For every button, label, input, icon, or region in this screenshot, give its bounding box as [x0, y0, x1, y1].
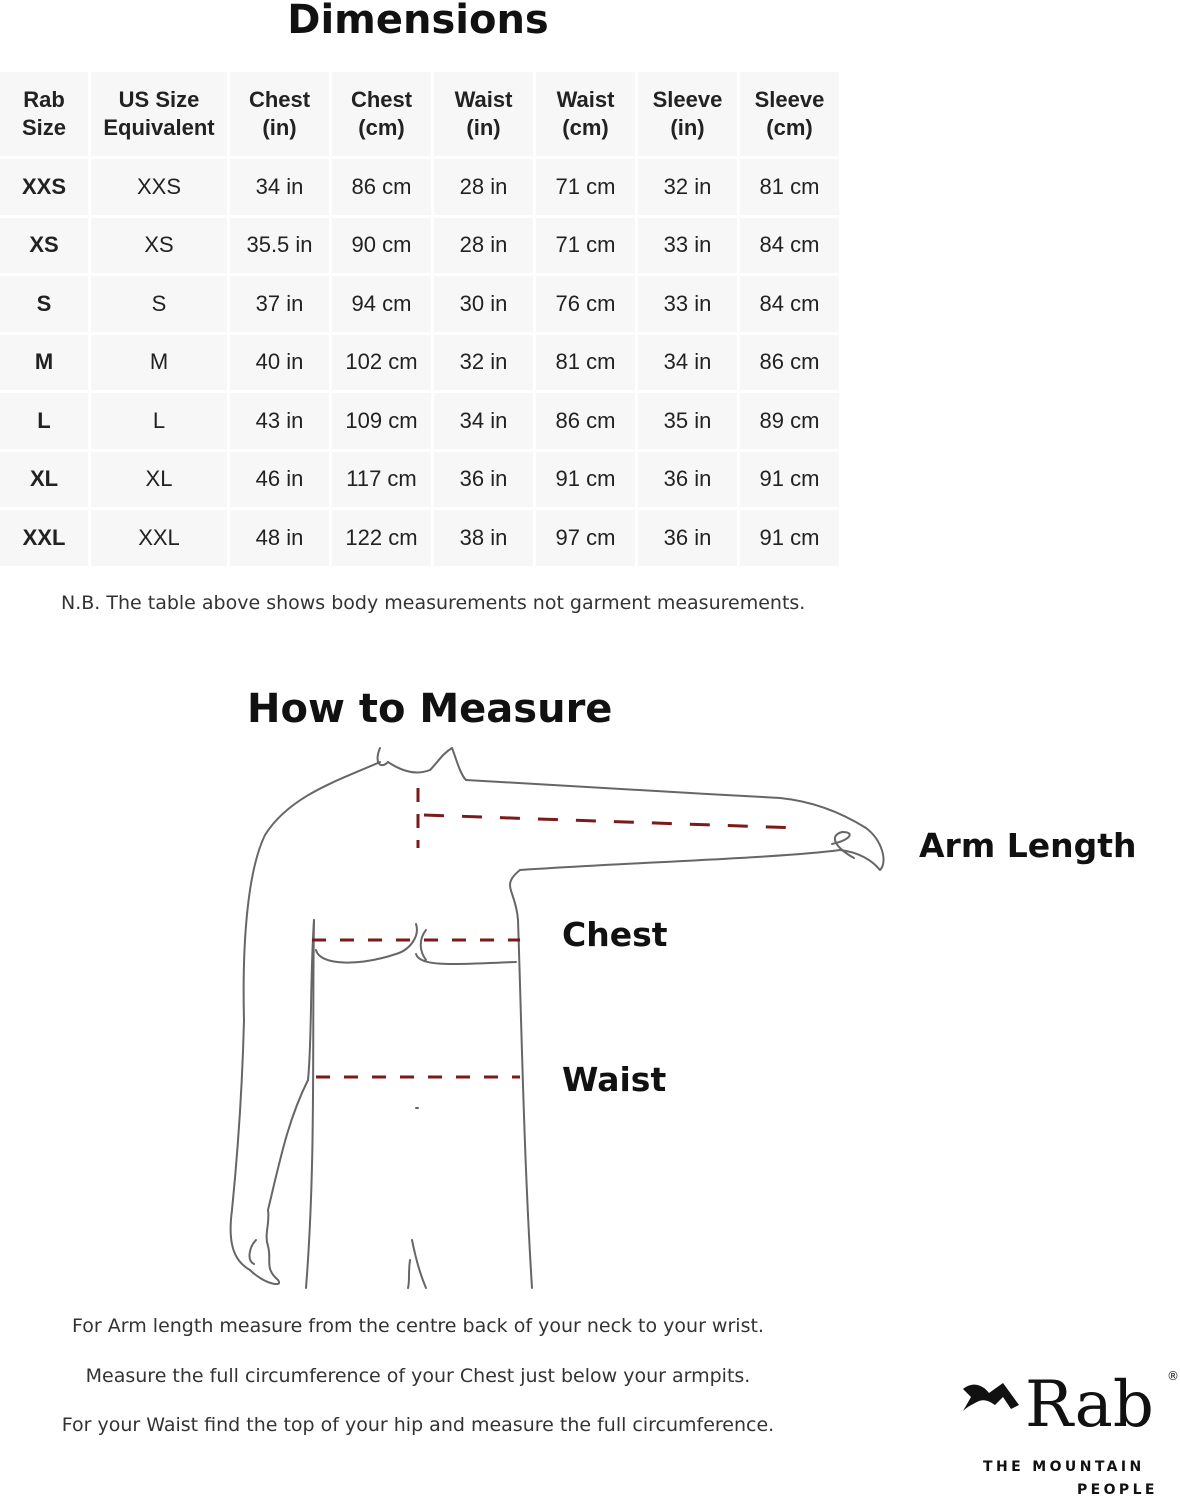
cell: L [91, 393, 227, 449]
rab-logo-word: Rab [1025, 1368, 1154, 1442]
table-row [0, 159, 839, 215]
cell: 97 cm [536, 510, 635, 566]
rab-logo [955, 1365, 1180, 1500]
cell: 32 in [638, 159, 737, 215]
table-row [0, 452, 839, 508]
waist-instruction: For your Waist find the top of your hip and measure the full circumference. [61, 1414, 775, 1436]
cell: 34 in [230, 159, 329, 215]
cell: 36 in [638, 452, 737, 508]
col-header: Waist (in) [434, 72, 533, 156]
col-header: US Size Equivalent [91, 72, 227, 156]
how-to-measure-title: How to Measure [247, 686, 613, 732]
table-note: N.B. The table above shows body measurements not garment measurements. [61, 592, 806, 614]
waist-label: Waist [562, 1060, 667, 1099]
cell: 40 in [230, 335, 329, 391]
cell: XXS [0, 159, 88, 215]
cell: 32 in [434, 335, 533, 391]
cell: 36 in [638, 510, 737, 566]
size-table [0, 69, 842, 569]
cell: 28 in [434, 159, 533, 215]
cell: 34 in [638, 335, 737, 391]
cell: 91 cm [740, 452, 839, 508]
cell: 89 cm [740, 393, 839, 449]
cell: 36 in [434, 452, 533, 508]
cell: 109 cm [332, 393, 431, 449]
col-header: Chest (in) [230, 72, 329, 156]
cell: XXL [91, 510, 227, 566]
page-title: Dimensions [287, 0, 549, 43]
cell: M [0, 335, 88, 391]
cell: 94 cm [332, 276, 431, 332]
cell: XL [91, 452, 227, 508]
cell: 71 cm [536, 159, 635, 215]
cell: 46 in [230, 452, 329, 508]
chest-instruction: Measure the full circumference of your Chest just below your armpits. [85, 1365, 751, 1387]
cell: 81 cm [740, 159, 839, 215]
cell: 28 in [434, 218, 533, 274]
arm-instruction: For Arm length measure from the centre back of your neck to your wrist. [72, 1315, 764, 1337]
cell: 122 cm [332, 510, 431, 566]
cell: XL [0, 452, 88, 508]
body-outline-figure [220, 740, 910, 1300]
cell: 86 cm [332, 159, 431, 215]
cell: XXS [91, 159, 227, 215]
measure-lines [312, 788, 800, 1077]
cell: 35 in [638, 393, 737, 449]
cell: XS [91, 218, 227, 274]
cell: 33 in [638, 218, 737, 274]
cell: 102 cm [332, 335, 431, 391]
col-header: Sleeve (cm) [740, 72, 839, 156]
cell: 30 in [434, 276, 533, 332]
cell: S [91, 276, 227, 332]
cell: 91 cm [740, 510, 839, 566]
col-header: Chest (cm) [332, 72, 431, 156]
logo-tagline-line1: THE MOUNTAIN [983, 1459, 1145, 1475]
cell: 43 in [230, 393, 329, 449]
cell: 90 cm [332, 218, 431, 274]
cell: 37 in [230, 276, 329, 332]
cell: M [91, 335, 227, 391]
cell: 84 cm [740, 218, 839, 274]
table-row [0, 393, 839, 449]
cell: XS [0, 218, 88, 274]
cell: 38 in [434, 510, 533, 566]
col-header: Rab Size [0, 72, 88, 156]
cell: 48 in [230, 510, 329, 566]
cell: S [0, 276, 88, 332]
table-row [0, 276, 839, 332]
table-row [0, 218, 839, 274]
col-header: Sleeve (in) [638, 72, 737, 156]
cell: 117 cm [332, 452, 431, 508]
chest-label: Chest [562, 915, 668, 954]
cell: 81 cm [536, 335, 635, 391]
cell: XXL [0, 510, 88, 566]
col-header: Waist (cm) [536, 72, 635, 156]
logo-tagline-line2: PEOPLE [1077, 1482, 1158, 1498]
table-row [0, 335, 839, 391]
cell: 86 cm [740, 335, 839, 391]
cell: 34 in [434, 393, 533, 449]
arm-length-label: Arm Length [919, 826, 1137, 865]
table-row [0, 510, 839, 566]
rab-logo-icon [959, 1375, 1025, 1425]
cell: 33 in [638, 276, 737, 332]
cell: 91 cm [536, 452, 635, 508]
cell: 86 cm [536, 393, 635, 449]
registered-mark: ® [1167, 1369, 1179, 1383]
cell: 71 cm [536, 218, 635, 274]
table-header-row [0, 72, 839, 156]
cell: L [0, 393, 88, 449]
cell: 35.5 in [230, 218, 329, 274]
cell: 84 cm [740, 276, 839, 332]
cell: 76 cm [536, 276, 635, 332]
